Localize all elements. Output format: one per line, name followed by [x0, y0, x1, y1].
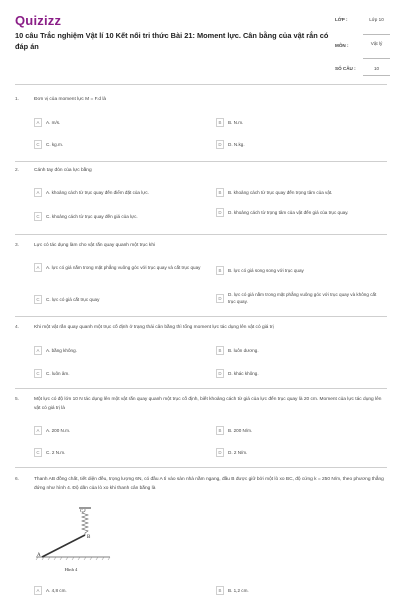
option-a[interactable]: [34, 346, 77, 355]
quizizz-logo: Quizizz: [15, 13, 62, 28]
count-label: SỐ CÂU :: [335, 66, 356, 71]
worksheet-title: 10 câu Trắc nghiệm Vật lí 10 Kết nối tri thức Bài 21: Moment lực. Cân bằng của vật rắn có đáp án: [15, 31, 329, 51]
question-number: 4.: [15, 325, 20, 330]
question-number: 6.: [15, 477, 20, 482]
option-letter-box: A: [34, 586, 42, 595]
option-text: C. 2 N.m.: [46, 450, 66, 455]
option-text: B. N.m.: [228, 120, 244, 125]
option-letter-box: D: [216, 140, 224, 149]
option-a[interactable]: [34, 118, 60, 127]
question-text: Thanh AB đồng chất, tiết diện đều, trọng lượng 6N, có đầu A tì vào sàn nhà nằm ngang, đầu B được giữ bởi một lò xo BC, độ cứng k = 250 N/m, theo phương thẳng đứng như hình 4. Độ dãn của lò xo khi thanh cân bằng là: [34, 477, 384, 491]
option-letter-box: B: [216, 118, 224, 127]
option-text: A. m/s.: [46, 120, 61, 125]
option-text: C. khoảng cách từ trục quay đến giá của lực.: [46, 214, 138, 219]
option-text: C. kg.m.: [46, 142, 64, 147]
option-letter-box: B: [216, 426, 224, 435]
option-letter-box: B: [216, 188, 224, 197]
option-letter-box: C: [34, 448, 42, 457]
figure-caption: Hình 4: [64, 567, 78, 572]
question-divider: [15, 388, 387, 389]
question-text: Đơn vị của moment lực M = F.d là: [34, 97, 107, 102]
option-letter-box: A: [34, 188, 42, 197]
option-a[interactable]: [34, 188, 149, 197]
option-b[interactable]: [216, 586, 249, 595]
option-b[interactable]: [216, 346, 259, 355]
label-b: B: [87, 535, 91, 540]
option-text: A. 200 N.m.: [46, 428, 71, 433]
option-text: B. lực có giá song song với trục quay: [228, 268, 304, 273]
count-rule: [363, 75, 390, 76]
option-letter-box: D: [216, 294, 224, 303]
option-b[interactable]: [216, 266, 304, 275]
option-letter-box: A: [34, 426, 42, 435]
option-letter-box: D: [216, 448, 224, 457]
question-number: 2.: [15, 168, 20, 173]
option-letter-box: C: [34, 295, 42, 304]
option-c[interactable]: [34, 369, 70, 378]
option-text: C. lực có giá cắt trục quay: [46, 297, 100, 302]
question-divider: [15, 316, 387, 317]
option-letter-box: A: [34, 263, 42, 272]
option-letter-box: B: [216, 346, 224, 355]
option-c[interactable]: [34, 295, 99, 304]
option-d[interactable]: [216, 448, 247, 457]
question-text: Khi một vật rắn quay quanh một trục cố định ở trạng thái cân bằng thì tổng moment lực tác dụng lên vật có giá trị: [34, 325, 274, 330]
rod-ab: [42, 535, 85, 557]
count-value: 10: [373, 66, 380, 71]
option-a[interactable]: [34, 263, 212, 272]
label-a: A: [37, 553, 41, 558]
option-text: B. khoảng cách từ trục quay đến trọng tâm của vật.: [228, 190, 333, 195]
option-b[interactable]: [216, 426, 252, 435]
option-text: A. lực có giá nằm trong mặt phẳng vuông góc với trục quay và cắt trục quay: [46, 265, 201, 270]
option-letter-box: A: [34, 118, 42, 127]
figure-rod-spring: [34, 505, 114, 575]
option-text: B. 200 N/m.: [228, 428, 253, 433]
count-meta: [335, 66, 390, 76]
option-letter-box: D: [216, 369, 224, 378]
option-text: C. luôn âm.: [46, 371, 70, 376]
option-b[interactable]: [216, 118, 243, 127]
question-divider: [15, 234, 387, 235]
question-divider: [15, 161, 387, 162]
option-d[interactable]: [216, 291, 388, 305]
option-a[interactable]: [34, 426, 70, 435]
option-letter-box: B: [216, 586, 224, 595]
option-text: A. khoảng cách từ trục quay đến điểm đặt của lực.: [46, 190, 149, 195]
option-d[interactable]: [216, 369, 259, 378]
option-b[interactable]: [216, 188, 332, 197]
question-text: Lực có tác dụng làm cho vật rắn quay quanh một trục khi: [34, 243, 156, 248]
option-d[interactable]: [216, 208, 386, 217]
class-label: LỚP :: [335, 17, 348, 22]
question-text: Cánh tay đòn của lực bằng: [34, 168, 92, 173]
question-number: 5.: [15, 397, 20, 402]
floor-hatch: [36, 557, 110, 560]
option-text: D. N.kg.: [228, 142, 245, 147]
subject-meta: [335, 41, 390, 59]
subject-label: MÔN :: [335, 43, 349, 48]
option-c[interactable]: [34, 212, 138, 221]
option-text: B. 1,2 cm.: [228, 588, 249, 593]
class-value: Lớp 10: [369, 17, 384, 22]
option-text: D. khoảng cách từ trọng tâm của vật đến giá của trục quay.: [228, 210, 349, 215]
option-text: A. bằng không.: [46, 348, 77, 353]
option-letter-box: D: [216, 208, 224, 217]
option-letter-box: C: [34, 140, 42, 149]
option-text: D. khác không.: [228, 371, 259, 376]
question-number: 3.: [15, 243, 20, 248]
class-rule: [363, 34, 390, 35]
option-letter-box: C: [34, 369, 42, 378]
question-divider: [15, 467, 387, 468]
option-text: D. 2 N/m.: [228, 450, 248, 455]
option-letter-box: A: [34, 346, 42, 355]
label-c: C: [80, 508, 84, 513]
option-letter-box: C: [34, 212, 42, 221]
option-letter-box: B: [216, 266, 224, 275]
option-c[interactable]: [34, 140, 63, 149]
option-text: D. lực có giá nằm trong mặt phẳng vuông góc với trục quay và không cắt trục quay.: [228, 292, 377, 304]
question-number: 1.: [15, 97, 20, 102]
class-meta: [335, 17, 390, 35]
option-c[interactable]: [34, 448, 65, 457]
option-d[interactable]: [216, 140, 245, 149]
option-text: B. luôn dương.: [228, 348, 259, 353]
option-text: A. 4,8 cm.: [46, 588, 67, 593]
header-divider: [15, 84, 387, 85]
option-a[interactable]: [34, 586, 67, 595]
subject-rule: [363, 58, 390, 59]
question-text: Một lực có độ lớn 10 N tác dụng lên một vật rắn quay quanh một trục cố định, biết khoảng cách từ giá của lực đến trục quay là 20 cm. Moment của lực tác dụng lên vật có giá trị là: [34, 397, 382, 411]
subject-value: Vật lý: [370, 41, 383, 46]
